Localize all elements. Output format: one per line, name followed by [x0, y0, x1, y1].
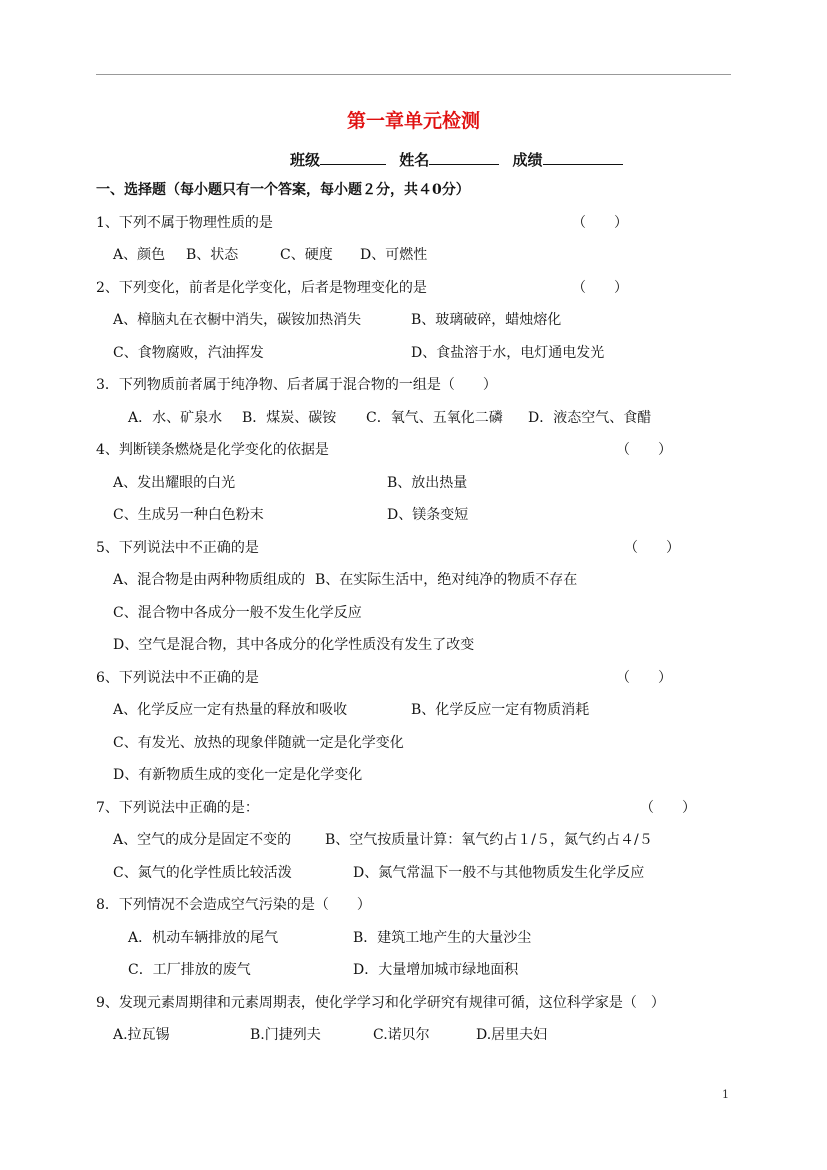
question-option: C．工厂排放的废气: [128, 962, 251, 978]
question-option: C、食物腐败，汽油挥发: [113, 345, 264, 361]
question-option: D、镁条变短: [387, 507, 469, 523]
question-option: D、食盐溶于水，电灯通电发光: [411, 345, 605, 361]
answer-paren: （ ）: [616, 442, 672, 458]
score-label: 成绩: [512, 151, 543, 169]
score-blank: [543, 150, 623, 165]
name-blank: [429, 150, 499, 165]
question-option: C、硬度: [280, 247, 333, 263]
answer-paren: （ ）: [572, 215, 628, 231]
question-stem: 1、下列不属于物理性质的是: [96, 215, 273, 231]
question-option: D、空气是混合物，其中各成分的化学性质没有发生了改变: [113, 637, 475, 653]
question-option: A．机动车辆排放的尾气: [128, 930, 279, 946]
class-blank: [320, 150, 386, 165]
page-title: 第一章单元检测: [346, 110, 480, 132]
question-option: B、放出热量: [387, 475, 468, 491]
question-stem: 3．下列物质前者属于纯净物、后者属于混合物的一组是（ ）: [96, 377, 497, 393]
header-rule: [96, 74, 731, 75]
answer-paren: （ ）: [624, 540, 680, 556]
question-option: B、空气按质量计算：氧气约占１/５，氮气约占４/５: [325, 832, 653, 848]
question-option: A、樟脑丸在衣橱中消失，碳铵加热消失: [113, 312, 362, 328]
question-option: A、发出耀眼的白光: [113, 475, 236, 491]
question-option: C、混合物中各成分一般不发生化学反应: [113, 605, 362, 621]
page-number: 1: [722, 1088, 729, 1101]
question-option: A、空气的成分是固定不变的: [113, 832, 292, 848]
question-option: B、状态: [186, 247, 239, 263]
question-option: C、氮气的化学性质比较活泼: [113, 865, 292, 881]
question-option: B、化学反应一定有物质消耗: [411, 702, 590, 718]
question-option: D、有新物质生成的变化一定是化学变化: [113, 767, 363, 783]
question-option: D．大量增加城市绿地面积: [353, 962, 519, 978]
question-option: B．建筑工地产生的大量沙尘: [353, 930, 532, 946]
question-option: A．水、矿泉水: [128, 410, 223, 426]
name-label: 姓名: [399, 151, 430, 169]
question-stem: 8．下列情况不会造成空气污染的是（ ）: [96, 897, 371, 913]
question-option: D、氮气常温下一般不与其他物质发生化学反应: [353, 865, 645, 881]
question-option: B、玻璃破碎，蜡烛熔化: [411, 312, 562, 328]
student-info-line: [290, 150, 631, 169]
question-stem: 4、判断镁条燃烧是化学变化的依据是: [96, 442, 329, 458]
question-option: C、有发光、放热的现象伴随就一定是化学变化: [113, 735, 404, 751]
section-heading: 一、选择题（每小题只有一个答案，每小题２分，共４0分）: [96, 182, 470, 198]
question-option: A、颜色: [113, 247, 166, 263]
question-option: D、可燃性: [360, 247, 428, 263]
question-stem: 5、下列说法中不正确的是: [96, 540, 259, 556]
question-stem: 9、发现元素周期律和元素周期表，使化学学习和化学研究有规律可循，这位科学家是（ ）: [96, 995, 665, 1011]
answer-paren: （ ）: [640, 800, 696, 816]
question-stem: 6、下列说法中不正确的是: [96, 670, 259, 686]
answer-paren: （ ）: [572, 280, 628, 296]
question-stem: 7、下列说法中正确的是：: [96, 800, 259, 816]
question-option: C、生成另一种白色粉末: [113, 507, 264, 523]
question-option: A、混合物是由两种物质组成的: [113, 572, 306, 588]
question-option: B．煤炭、碳铵: [242, 410, 337, 426]
question-option: C．氧气、五氧化二磷: [366, 410, 503, 426]
question-option: D．液态空气、食醋: [528, 410, 652, 426]
question-option: B、在实际生活中，绝对纯净的物质不存在: [315, 572, 578, 588]
question-option: C.诺贝尔: [373, 1027, 430, 1043]
answer-paren: （ ）: [616, 670, 672, 686]
class-label: 班级: [290, 151, 321, 169]
question-option: B.门捷列夫: [250, 1027, 321, 1043]
question-option: A、化学反应一定有热量的释放和吸收: [113, 702, 348, 718]
question-option: A.拉瓦锡: [113, 1027, 170, 1043]
question-option: D.居里夫妇: [476, 1027, 548, 1043]
question-stem: 2、下列变化，前者是化学变化，后者是物理变化的是: [96, 280, 427, 296]
